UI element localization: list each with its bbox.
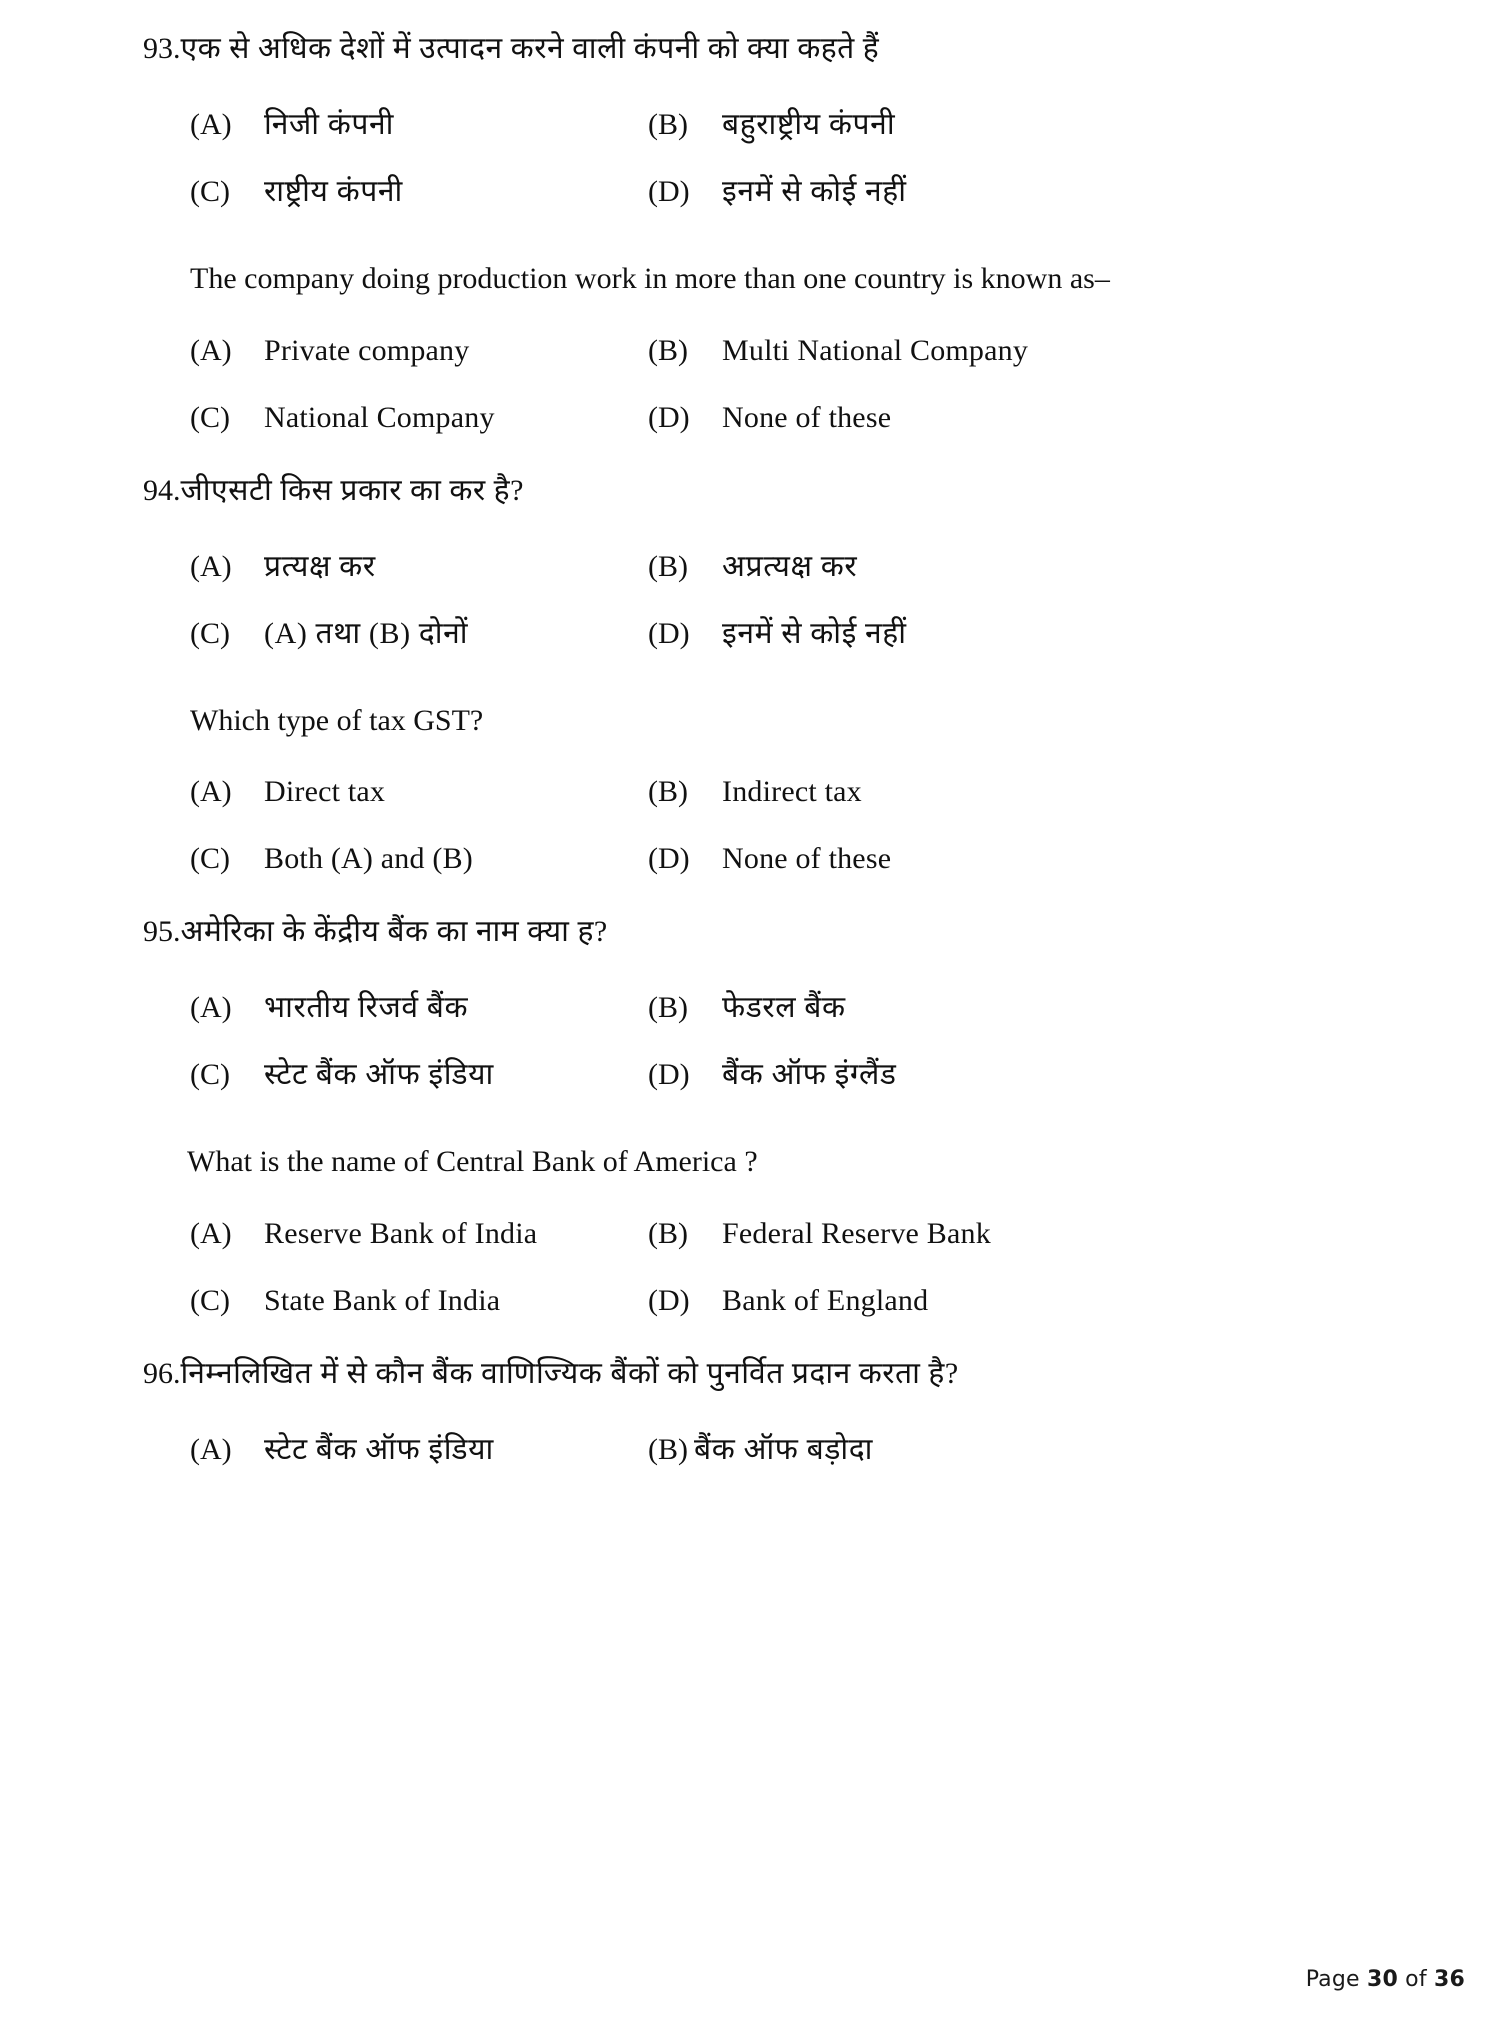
option-text-d: इनमें से कोई नहीं — [722, 175, 907, 208]
question-94-hindi-option-d[interactable] — [648, 611, 907, 652]
option-label-a: (A) — [190, 1216, 232, 1250]
footer-page-prefix: Page — [1305, 1967, 1360, 1992]
option-text-d: None of these — [722, 400, 892, 434]
question-95-english-option-a[interactable] — [190, 1217, 537, 1251]
option-label-d: (D) — [648, 1283, 690, 1317]
question-95-number: 95. — [143, 915, 181, 949]
question-96-stem-hindi — [143, 1356, 1373, 1390]
question-93-english-option-d[interactable] — [648, 401, 891, 435]
question-93-english-option-row-2 — [143, 401, 1373, 468]
question-94-number: 94. — [143, 473, 181, 507]
question-93-hindi-text: एक से अधिक देशों में उत्पादन करने वाली कंपनी को क्या कहते हैं — [180, 32, 880, 65]
option-text-a: Reserve Bank of India — [264, 1216, 538, 1250]
option-text-d: बैंक ऑफ इंग्लैंड — [722, 1058, 897, 1092]
footer-total-pages: 36 — [1433, 1967, 1465, 1992]
question-93-stem-english: The company doing production work in more than one country is known as– — [190, 262, 1110, 295]
option-label-c: (C) — [190, 400, 230, 434]
option-text-a: भारतीय रिजर्व बैंक — [264, 991, 469, 1025]
option-text-c: National Company — [264, 400, 495, 434]
page-content — [143, 34, 1373, 1494]
question-94-english-option-b[interactable] — [648, 775, 862, 809]
option-text-c: (A) तथा (B) दोनों — [264, 616, 469, 650]
option-label-a: (A) — [190, 775, 232, 809]
option-label-c: (C) — [190, 616, 230, 650]
question-93-hindi-option-row-1 — [143, 102, 1373, 169]
question-block-93 — [143, 34, 1373, 476]
question-95-english-option-b[interactable] — [648, 1217, 991, 1251]
question-93-hindi-option-row-2 — [143, 169, 1373, 236]
option-text-c: राष्ट्रीय कंपनी — [264, 175, 403, 208]
option-text-b: बैंक ऑफ बड़ोदा — [694, 1432, 874, 1466]
option-label-b: (B) — [648, 991, 688, 1025]
question-96-hindi-option-a[interactable] — [190, 1427, 494, 1468]
option-label-b: (B) — [648, 1216, 688, 1250]
question-94-english-option-row-1 — [143, 775, 1373, 842]
option-text-b: फेडरल बैंक — [722, 991, 846, 1025]
option-text-a: निजी कंपनी — [264, 108, 395, 141]
option-label-c: (C) — [190, 175, 230, 208]
question-block-95 — [143, 917, 1373, 1359]
option-label-d: (D) — [648, 400, 690, 434]
question-block-94 — [143, 473, 1373, 918]
option-label-b: (B) — [648, 108, 688, 141]
question-95-hindi-text: अमेरिका के केंद्रीय बैंक का नाम क्या ह? — [180, 915, 608, 949]
option-text-a: Private company — [264, 333, 470, 367]
question-95-stem-hindi — [143, 917, 1373, 947]
question-96-hindi-text: निम्नलिखित में से कौन बैंक वाणिज्यिक बैंकों को पुनर्वित प्रदान करता है? — [180, 1356, 959, 1390]
question-94-hindi-option-c[interactable] — [190, 611, 468, 652]
question-93-english-option-row-1 — [143, 334, 1373, 401]
option-text-c: Both (A) and (B) — [264, 842, 473, 876]
option-label-d: (D) — [648, 175, 690, 208]
option-label-b: (B) — [648, 775, 688, 809]
question-94-hindi-option-a[interactable] — [190, 544, 376, 585]
option-text-b: बहुराष्ट्रीय कंपनी — [722, 108, 896, 141]
option-label-a: (A) — [190, 1432, 232, 1466]
page-footer — [1306, 1967, 1465, 1992]
option-text-b: अप्रत्यक्ष कर — [722, 549, 858, 583]
question-96-hindi-option-b[interactable] — [648, 1427, 873, 1468]
question-94-hindi-option-row-1 — [143, 544, 1373, 611]
question-95-hindi-option-row-1 — [143, 985, 1373, 1052]
option-label-d: (D) — [648, 1058, 690, 1092]
question-93-hindi-option-c[interactable] — [190, 169, 403, 210]
option-label-a: (A) — [190, 108, 232, 141]
option-label-b: (B) — [648, 1432, 688, 1466]
option-label-a: (A) — [190, 549, 232, 583]
question-95-hindi-option-b[interactable] — [648, 985, 846, 1026]
question-94-english-option-a[interactable] — [190, 775, 385, 809]
option-label-c: (C) — [190, 842, 230, 876]
question-93-hindi-option-b[interactable] — [648, 102, 895, 143]
question-93-stem-hindi — [143, 34, 1373, 64]
question-94-hindi-text: जीएसटी किस प्रकार का कर है? — [180, 473, 524, 507]
question-95-stem-english: What is the name of Central Bank of America ? — [187, 1145, 758, 1179]
option-label-d: (D) — [648, 616, 690, 650]
question-94-english-option-row-2 — [143, 842, 1373, 909]
question-95-english-option-row-1 — [143, 1217, 1373, 1284]
option-label-a: (A) — [190, 991, 232, 1025]
option-text-b: Multi National Company — [722, 333, 1029, 367]
question-95-hindi-option-row-2 — [143, 1052, 1373, 1119]
question-95-english-option-row-2 — [143, 1284, 1373, 1351]
question-93-hindi-option-a[interactable] — [190, 102, 394, 143]
option-text-a: Direct tax — [264, 775, 386, 809]
question-94-stem-english: Which type of tax GST? — [190, 703, 484, 737]
option-text-d: Bank of England — [722, 1283, 929, 1317]
option-text-c: स्टेट बैंक ऑफ इंडिया — [264, 1058, 494, 1092]
question-95-english-option-c[interactable] — [190, 1284, 500, 1318]
question-93-english-option-b[interactable] — [648, 334, 1028, 368]
question-95-hindi-option-d[interactable] — [648, 1052, 897, 1093]
question-94-hindi-option-row-2 — [143, 611, 1373, 678]
option-text-d: None of these — [722, 842, 892, 876]
question-94-english-option-d[interactable] — [648, 842, 891, 876]
option-label-d: (D) — [648, 842, 690, 876]
footer-current-page: 30 — [1366, 1967, 1398, 1992]
footer-of-label: of — [1405, 1967, 1427, 1992]
option-text-c: State Bank of India — [264, 1283, 501, 1317]
question-95-hindi-option-a[interactable] — [190, 985, 468, 1026]
question-94-hindi-option-b[interactable] — [648, 544, 857, 585]
option-text-b: Federal Reserve Bank — [722, 1216, 991, 1250]
option-text-b: Indirect tax — [722, 775, 862, 809]
question-block-96 — [143, 1356, 1373, 1494]
question-93-number: 93. — [143, 32, 181, 65]
option-text-a: प्रत्यक्ष कर — [264, 549, 376, 583]
question-93-english-option-a[interactable] — [190, 334, 469, 368]
question-93-hindi-option-d[interactable] — [648, 169, 907, 210]
question-94-english-option-c[interactable] — [190, 842, 473, 876]
option-text-a: स्टेट बैंक ऑफ इंडिया — [264, 1432, 494, 1466]
option-label-a: (A) — [190, 333, 232, 367]
question-94-stem-hindi — [143, 473, 1373, 507]
option-label-b: (B) — [648, 333, 688, 367]
option-label-b: (B) — [648, 549, 688, 583]
option-text-d: इनमें से कोई नहीं — [722, 616, 907, 650]
question-96-hindi-option-row-1 — [143, 1427, 1373, 1494]
option-label-c: (C) — [190, 1283, 230, 1317]
question-95-hindi-option-c[interactable] — [190, 1052, 494, 1093]
question-95-english-option-d[interactable] — [648, 1284, 928, 1318]
option-label-c: (C) — [190, 1058, 230, 1092]
question-93-english-option-c[interactable] — [190, 401, 495, 435]
question-96-number: 96. — [143, 1356, 181, 1390]
